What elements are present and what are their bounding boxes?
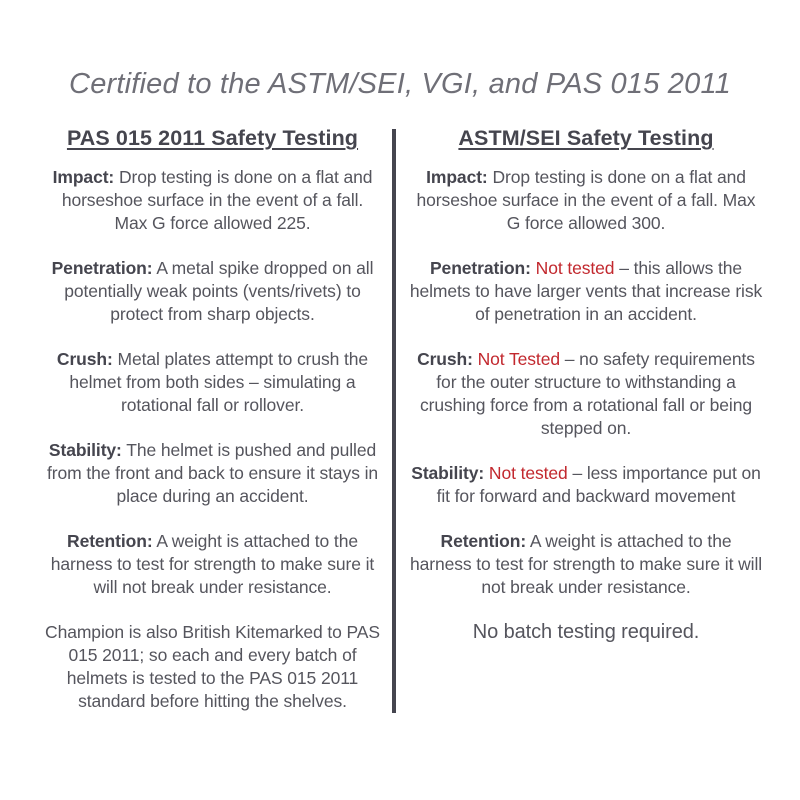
- item-text: – less importance put on fit for forward and backward movement: [436, 463, 761, 506]
- astm-sei-column: [396, 127, 781, 713]
- term-label: Stability:: [48, 440, 122, 460]
- item-text: A weight is attached to the harness to test for strength to make sure it will not break under resistance.: [409, 531, 763, 597]
- item-text: Metal plates attempt to crush the helmet from both sides – simulating a rotational fall or rollover.: [69, 349, 369, 415]
- item-text: Drop testing is done on a flat and horseshoe surface in the event of a fall. Max G force allowed 300.: [416, 167, 756, 233]
- term-label: Retention:: [440, 531, 527, 551]
- astm-column-heading: ASTM/SEI Safety Testing: [458, 126, 714, 150]
- item-text: A weight is attached to the harness to test for strength to make sure it will not break under resistance.: [50, 531, 375, 597]
- term-label: Impact:: [426, 167, 488, 187]
- not-tested-text: Not tested: [488, 463, 568, 483]
- pas-stability-item: [44, 439, 382, 508]
- pas-crush-item: [44, 348, 382, 417]
- astm-retention-item: [408, 530, 765, 599]
- pas-015-column: [20, 127, 392, 713]
- item-text: No batch testing required.: [472, 621, 700, 643]
- astm-crush-item: [408, 348, 765, 440]
- pas-kitemark-note: [44, 621, 382, 713]
- pas-retention-item: [44, 530, 382, 599]
- astm-impact-item: [408, 166, 765, 235]
- astm-batch-note: [408, 621, 765, 644]
- item-text: Drop testing is done on a flat and horseshoe surface in the event of a fall. Max G force allowed 225.: [61, 167, 373, 233]
- term-label: Penetration:: [51, 258, 153, 278]
- comparison-columns: [0, 127, 800, 713]
- term-label: Retention:: [67, 531, 153, 551]
- astm-penetration-item: [408, 257, 765, 326]
- astm-stability-item: [408, 462, 765, 508]
- term-label: Crush:: [417, 349, 473, 369]
- item-text: – this allows the helmets to have larger vents that increase risk of penetration in an accident.: [409, 258, 763, 324]
- page-title: Certified to the ASTM/SEI, VGI, and PAS 015 2011: [69, 68, 731, 100]
- pas-penetration-item: [44, 257, 382, 326]
- term-label: Crush:: [56, 349, 113, 369]
- item-text: A metal spike dropped on all potentially weak points (vents/rivets) to protect from sharp objects.: [64, 258, 374, 324]
- pas-column-heading: PAS 015 2011 Safety Testing: [66, 126, 359, 150]
- term-label: Stability:: [411, 463, 485, 483]
- item-text: Champion is also British Kitemarked to PAS 015 2011; so each and every batch of helmets is tested to the PAS 015 2011 standard before hitting the shelves.: [45, 622, 380, 711]
- not-tested-text: Not Tested: [477, 349, 560, 369]
- pas-impact-item: [44, 166, 382, 235]
- term-label: Penetration:: [429, 258, 531, 278]
- not-tested-text: Not tested: [535, 258, 615, 278]
- item-text: – no safety requirements for the outer structure to withstanding a crushing force from a rotational fall or being stepped on.: [420, 349, 755, 438]
- term-label: Impact:: [52, 167, 115, 187]
- item-text: The helmet is pushed and pulled from the front and back to ensure it stays in place during an accident.: [46, 440, 379, 506]
